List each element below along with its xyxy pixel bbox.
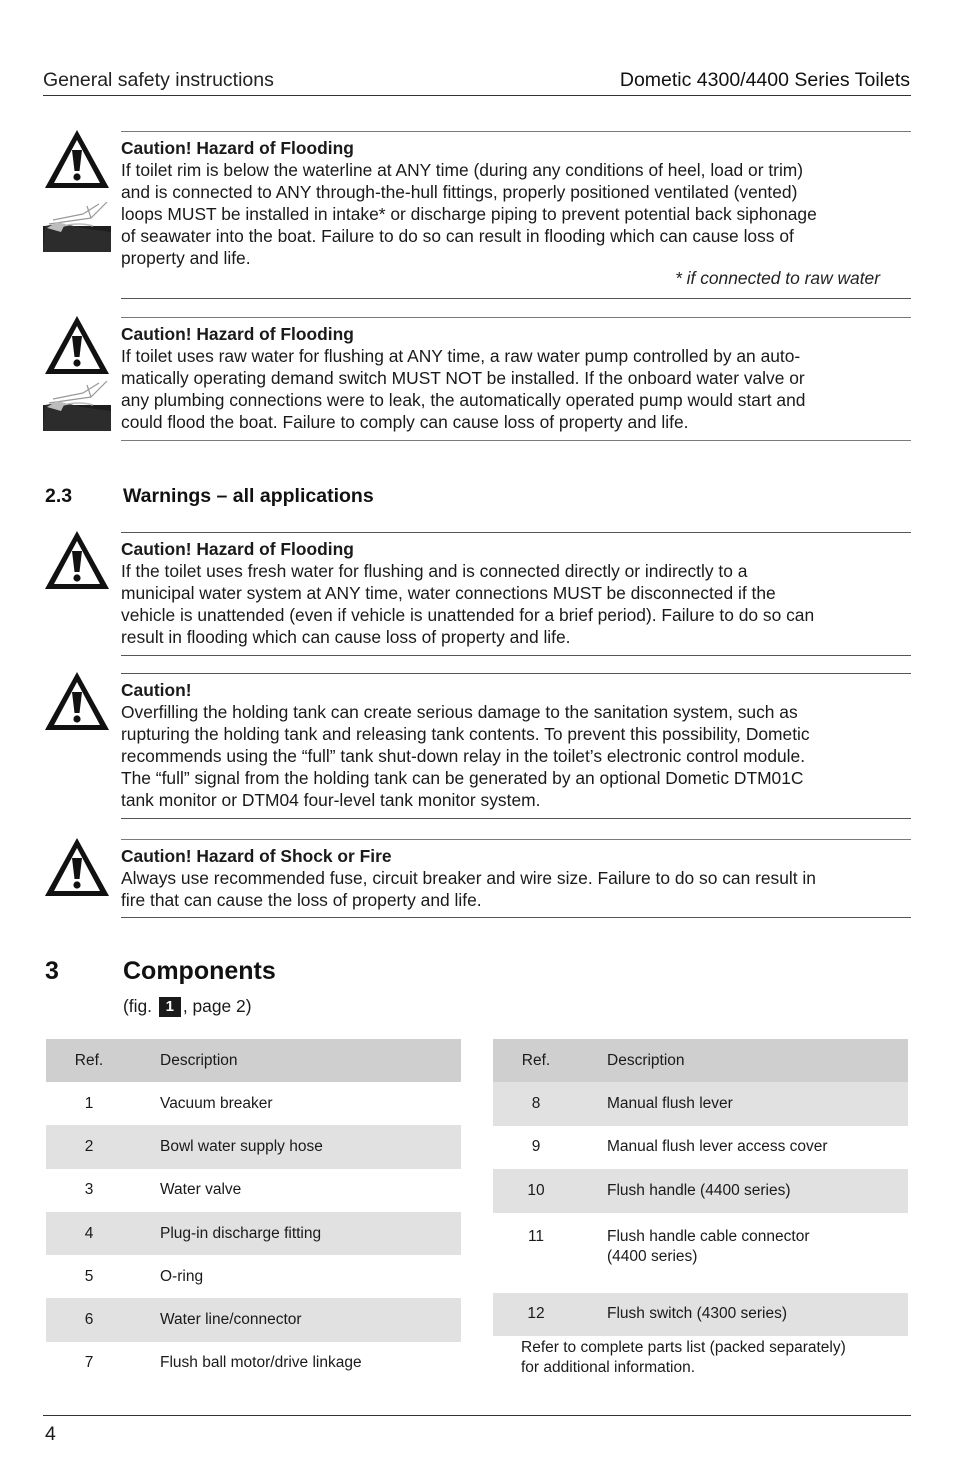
caution-2-line: could flood the boat. Failure to comply can cause loss of property and life. [121,412,689,432]
caution-1-line: property and life. [121,248,251,268]
part-description: Flush switch (4300 series) [579,1293,908,1337]
parts-table-left [46,1039,461,1385]
warning-triangle-icon [43,128,111,190]
column-header-description: Description [132,1039,461,1082]
caution-5-title: Caution! Hazard of Shock or Fire [121,846,392,866]
caution-5-line: fire that can cause the loss of property and life. [121,890,482,910]
caution-2-top-rule [121,317,911,318]
part-ref: 12 [493,1293,579,1337]
caution-4-line: The “full” signal from the holding tank can be generated by an optional Dometic DTM01C [121,768,804,788]
caution-3-title: Caution! Hazard of Flooding [121,539,354,559]
part-description [579,1213,908,1293]
caution-4-line: recommends using the “full” tank shut-down relay in the toilet’s electronic control module. [121,746,806,766]
boat-heel-icon [43,202,111,252]
table-header-row [46,1039,461,1082]
part-description: Vacuum breaker [160,1094,273,1112]
table-row [46,1212,461,1255]
column-header-ref: Ref. [493,1039,579,1082]
part-description: Water valve [160,1181,242,1199]
caution-3-top-rule [121,532,911,533]
caution-3-bottom-rule [121,655,911,656]
caution-2-line: If toilet uses raw water for flushing at ANY time, a raw water pump controlled by an auto- [121,346,801,366]
caution-1-line: and is connected to ANY through-the-hull fittings, properly positioned ventilated (vented) [121,182,798,202]
figure-reference [123,996,252,1017]
part-description-line: (4400 series) [607,1247,698,1265]
caution-3-line: municipal water system at ANY time, water connections MUST be disconnected if the [121,583,776,603]
running-header-title: Dometic 4300/4400 Series Toilets [619,69,910,91]
caution-1 [121,137,911,269]
part-ref: 3 [84,1181,94,1199]
chapter-number: 3 [45,957,59,985]
part-description: Manual flush lever access cover [607,1138,828,1156]
caution-5-line: Always use recommended fuse, circuit breaker and wire size. Failure to do so can result in [121,868,816,888]
warning-triangle-icon [43,529,111,591]
caution-3-line: vehicle is unattended (even if vehicle is unattended for a brief period). Failure to do so can [121,605,815,625]
part-ref: 5 [84,1267,94,1285]
part-description: Bowl water supply hose [132,1125,461,1168]
part-ref: 8 [493,1082,579,1126]
caution-5 [121,845,911,911]
table-row [46,1125,461,1168]
boat-heel-icon [43,381,111,431]
column-header-description: Description [579,1039,908,1082]
caution-1-bottom-rule [121,298,911,299]
part-description-line: Flush handle cable connector [607,1227,810,1245]
caution-3 [121,538,911,648]
part-ref: 9 [531,1138,541,1156]
table-row [46,1255,461,1298]
section-title: Warnings – all applications [123,485,374,507]
page-number: 4 [45,1423,56,1445]
running-header-section: General safety instructions [43,69,274,91]
table-row [46,1082,461,1125]
note-line: for additional information. [521,1359,696,1376]
part-ref: 6 [46,1298,132,1341]
figure-number-badge: 1 [159,997,181,1017]
parts-list-note [521,1338,901,1378]
part-ref: 4 [46,1212,132,1255]
parts-table-right [493,1039,908,1336]
caution-1-line: If toilet rim is below the waterline at ANY time (during any conditions of heel, load or trim) [121,160,804,180]
part-ref: 7 [84,1354,94,1372]
figure-reference-prefix: (fig. [123,996,152,1016]
caution-2-line: any plumbing connections were to leak, the automatically operated pump would start and [121,390,806,410]
caution-1-title: Caution! Hazard of Flooding [121,138,354,158]
caution-2-line: matically operating demand switch MUST NOT be installed. If the onboard water valve or [121,368,805,388]
caution-1-line: of seawater into the boat. Failure to do so can result in flooding which can cause loss of [121,226,794,246]
part-ref [493,1213,579,1293]
caution-4-line: Overfilling the holding tank can create serious damage to the sanitation system, such as [121,702,798,722]
figure-reference-suffix: , page 2) [182,996,252,1016]
part-ref: 2 [46,1125,132,1168]
part-ref: 10 [493,1169,579,1213]
warning-triangle-icon [43,670,111,732]
part-description: Water line/connector [132,1298,461,1341]
caution-4-bottom-rule [121,818,911,819]
caution-4 [121,679,911,811]
table-row [493,1169,908,1213]
table-row [493,1082,908,1126]
header-rule [43,95,911,96]
table-row [46,1169,461,1212]
table-row [493,1213,908,1293]
caution-5-bottom-rule [121,917,911,918]
caution-4-line: rupturing the holding tank and releasing tank contents. To prevent this possibility, Dometic [121,724,810,744]
caution-2 [121,323,911,433]
section-number: 2.3 [45,485,73,507]
caution-4-top-rule [121,673,911,674]
part-description: Plug-in discharge fitting [132,1212,461,1255]
caution-4-title: Caution! [121,680,192,700]
caution-3-line: result in flooding which can cause loss of property and life. [121,627,571,647]
caution-1-top-rule [121,131,911,132]
part-description: O-ring [160,1267,204,1285]
part-ref-text: 11 [527,1227,545,1245]
warning-triangle-icon [43,836,111,898]
table-row [493,1293,908,1337]
part-description: Flush ball motor/drive linkage [160,1354,362,1372]
part-description: Flush handle (4400 series) [579,1169,908,1213]
caution-5-top-rule [121,839,911,840]
column-header-ref: Ref. [46,1039,132,1082]
footer-rule [43,1415,911,1416]
caution-3-line: If the toilet uses fresh water for flushing and is connected directly or indirectly to a [121,561,748,581]
table-row [46,1298,461,1341]
caution-1-line: loops MUST be installed in intake* or discharge piping to prevent potential back siphonage [121,204,817,224]
warning-triangle-icon [43,314,111,376]
caution-1-footnote: * if connected to raw water [675,268,880,288]
caution-2-title: Caution! Hazard of Flooding [121,324,354,344]
caution-4-line: tank monitor or DTM04 four-level tank monitor system. [121,790,541,810]
caution-2-bottom-rule [121,440,911,441]
part-ref: 1 [84,1094,94,1112]
table-row [46,1342,461,1385]
note-line: Refer to complete parts list (packed separately) [521,1339,846,1356]
table-row [493,1126,908,1170]
table-header-row [493,1039,908,1082]
chapter-title: Components [123,957,276,985]
part-description: Manual flush lever [579,1082,908,1126]
